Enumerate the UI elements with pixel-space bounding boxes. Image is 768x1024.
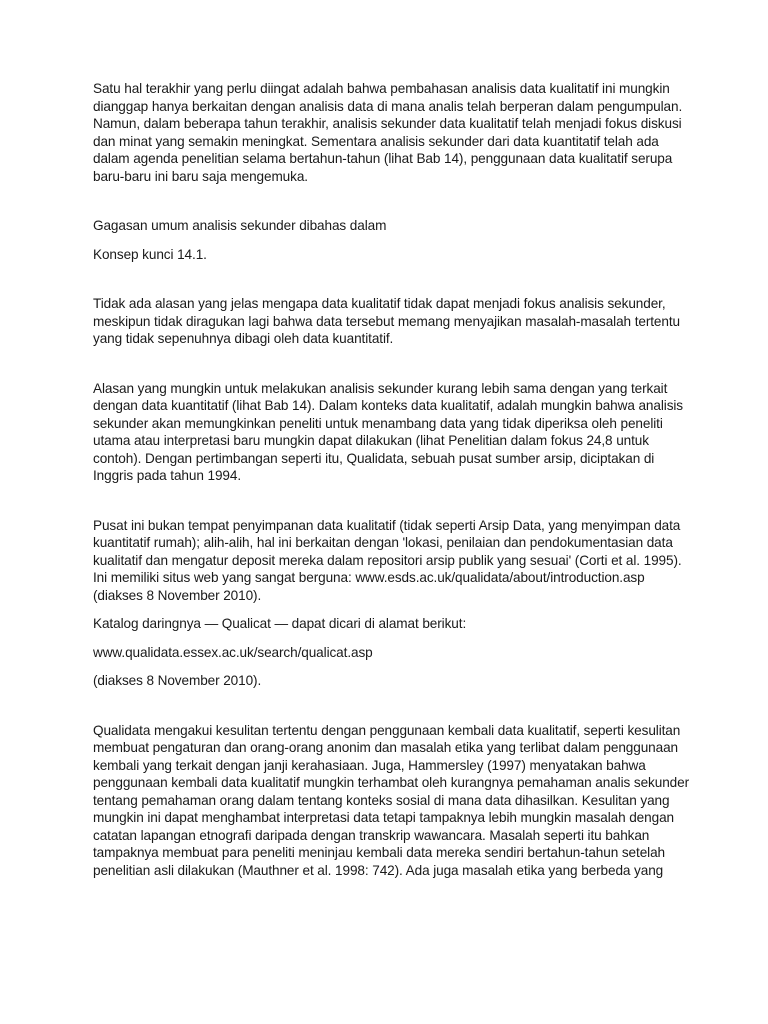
text-line: utama atau interpretasi baru mungkin dapat dilakukan (lihat Penelitian dalam fokus 24,8 untuk — [93, 433, 649, 448]
text-line: dengan data kuantitatif (lihat Bab 14). Dalam konteks data kualitatif, adalah mungkin bahwa analisis — [93, 398, 684, 413]
paragraph-accessed — [93, 672, 733, 690]
text-line: Gagasan umum analisis sekunder dibahas dalam — [93, 218, 387, 233]
paragraph-reasons — [93, 380, 733, 485]
text-line: contoh). Dengan pertimbangan seperti itu, Qualidata, sebuah pusat sumber arsip, diciptakan di — [93, 450, 655, 466]
paragraph-final-point — [93, 80, 733, 185]
paragraph-qualidata-difficulties — [93, 722, 733, 880]
text-line: Alasan yang mungkin untuk melakukan analisis sekunder kurang lebih sama dengan yang terkait — [93, 380, 668, 396]
text-line: (diakses 8 November 2010). — [93, 673, 262, 688]
text-line: Satu hal terakhir yang perlu diingat adalah bahwa pembahasan analisis data kualitatif ini mungkin — [93, 81, 670, 96]
paragraph-gap — [93, 348, 733, 380]
paragraph-catalog — [93, 615, 733, 633]
text-line: membuat pengaturan dan orang-orang anonim dan masalah etika yang terlibat dalam penggunaan — [93, 740, 679, 755]
text-line: kembali yang terkait dengan janji kerahasiaan. Juga, Hammersley (1997) menyatakan bahwa — [93, 757, 646, 773]
text-line: Inggris pada tahun 1994. — [93, 468, 242, 483]
text-line: Namun, dalam beberapa tahun terakhir, analisis sekunder data kualitatif telah menjadi fokus diskusi — [93, 116, 682, 131]
paragraph-gap — [93, 690, 733, 722]
text-line: dalam agenda penelitian selama bertahun-tahun (lihat Bab 14), penggunaan data kualitatif serupa — [93, 151, 673, 166]
paragraph-gap — [93, 633, 733, 644]
text-line: Katalog daringnya — Qualicat — dapat dicari di alamat berikut: — [93, 616, 467, 631]
paragraph-gap — [93, 485, 733, 517]
text-line: penelitian asli dilakukan (Mauthner et al. 1998: 742). Ada juga masalah etika yang berbeda yang — [93, 862, 664, 878]
paragraph-gap — [93, 604, 733, 615]
paragraph-general-idea — [93, 217, 733, 235]
text-line: catatan lapangan etnografi daripada dengan transkrip wawancara. Masalah seperti itu bahkan — [93, 827, 650, 843]
paragraph-gap — [93, 235, 733, 246]
catalog-url: www.qualidata.essex.ac.uk/search/qualicat.asp — [93, 644, 373, 660]
text-line: meskipun tidak diragukan lagi bahwa data tersebut memang menyajikan masalah-masalah tertentu — [93, 313, 680, 329]
text-line: kuantitatif rumah); alih-alih, hal ini berkaitan dengan 'lokasi, penilaian dan pendokumentasian data — [93, 535, 673, 550]
text-line: Tidak ada alasan yang jelas mengapa data kualitatif tidak dapat menjadi fokus analisis sekunder, — [93, 296, 666, 311]
paragraph-gap — [93, 263, 733, 295]
text-line: tampaknya membuat para peneliti meninjau kembali data mereka sendiri bertahun-tahun setelah — [93, 845, 665, 860]
text-line: tentang pemahaman orang dalam tentang konteks sosial di mana data dihasilkan. Kesulitan yang — [93, 792, 670, 808]
text-line: dianggap hanya berkaitan dengan analisis data di mana analis telah berperan dalam pengumpulan. — [93, 98, 683, 114]
paragraph-catalog-url — [93, 644, 733, 662]
text-line: penggunaan kembali data kualitatif mungkin terhambat oleh kurangnya pemahaman analis sekunder — [93, 775, 690, 790]
text-line: baru-baru ini baru saja mengemuka. — [93, 168, 308, 184]
text-line: Ini memiliki situs web yang sangat berguna: www.esds.ac.uk/qualidata/about/introduction.asp — [93, 570, 645, 585]
paragraph-key-concept — [93, 246, 733, 264]
text-line: sekunder akan memungkinkan peneliti untuk menambang data yang tidak diperiksa oleh peneliti — [93, 415, 663, 431]
paragraph-no-reason — [93, 295, 733, 348]
text-line: mungkin ini dapat menghambat interpretasi data tetapi tampaknya lebih mungkin masalah dengan — [93, 810, 674, 825]
text-line: yang tidak sepenuhnya dibagi oleh data kuantitatif. — [93, 331, 394, 346]
paragraph-gap — [93, 185, 733, 217]
paragraph-center — [93, 517, 733, 605]
text-line: kualitatif dan mengatur deposit mereka dalam repositori arsip publik yang sesuai' (Corti et al. 1995). — [93, 552, 682, 568]
paragraph-gap — [93, 661, 733, 672]
text-line: (diakses 8 November 2010). — [93, 587, 262, 603]
document-page — [93, 80, 733, 879]
text-line: Pusat ini bukan tempat penyimpanan data kualitatif (tidak seperti Arsip Data, yang menyimpan data — [93, 517, 681, 533]
text-line: Qualidata mengakui kesulitan tertentu dengan penggunaan kembali data kualitatif, seperti kesulitan — [93, 722, 681, 738]
text-line: Konsep kunci 14.1. — [93, 246, 207, 262]
text-line: dan minat yang semakin meningkat. Sementara analisis sekunder dari data kuantitatif telah ada — [93, 133, 659, 149]
